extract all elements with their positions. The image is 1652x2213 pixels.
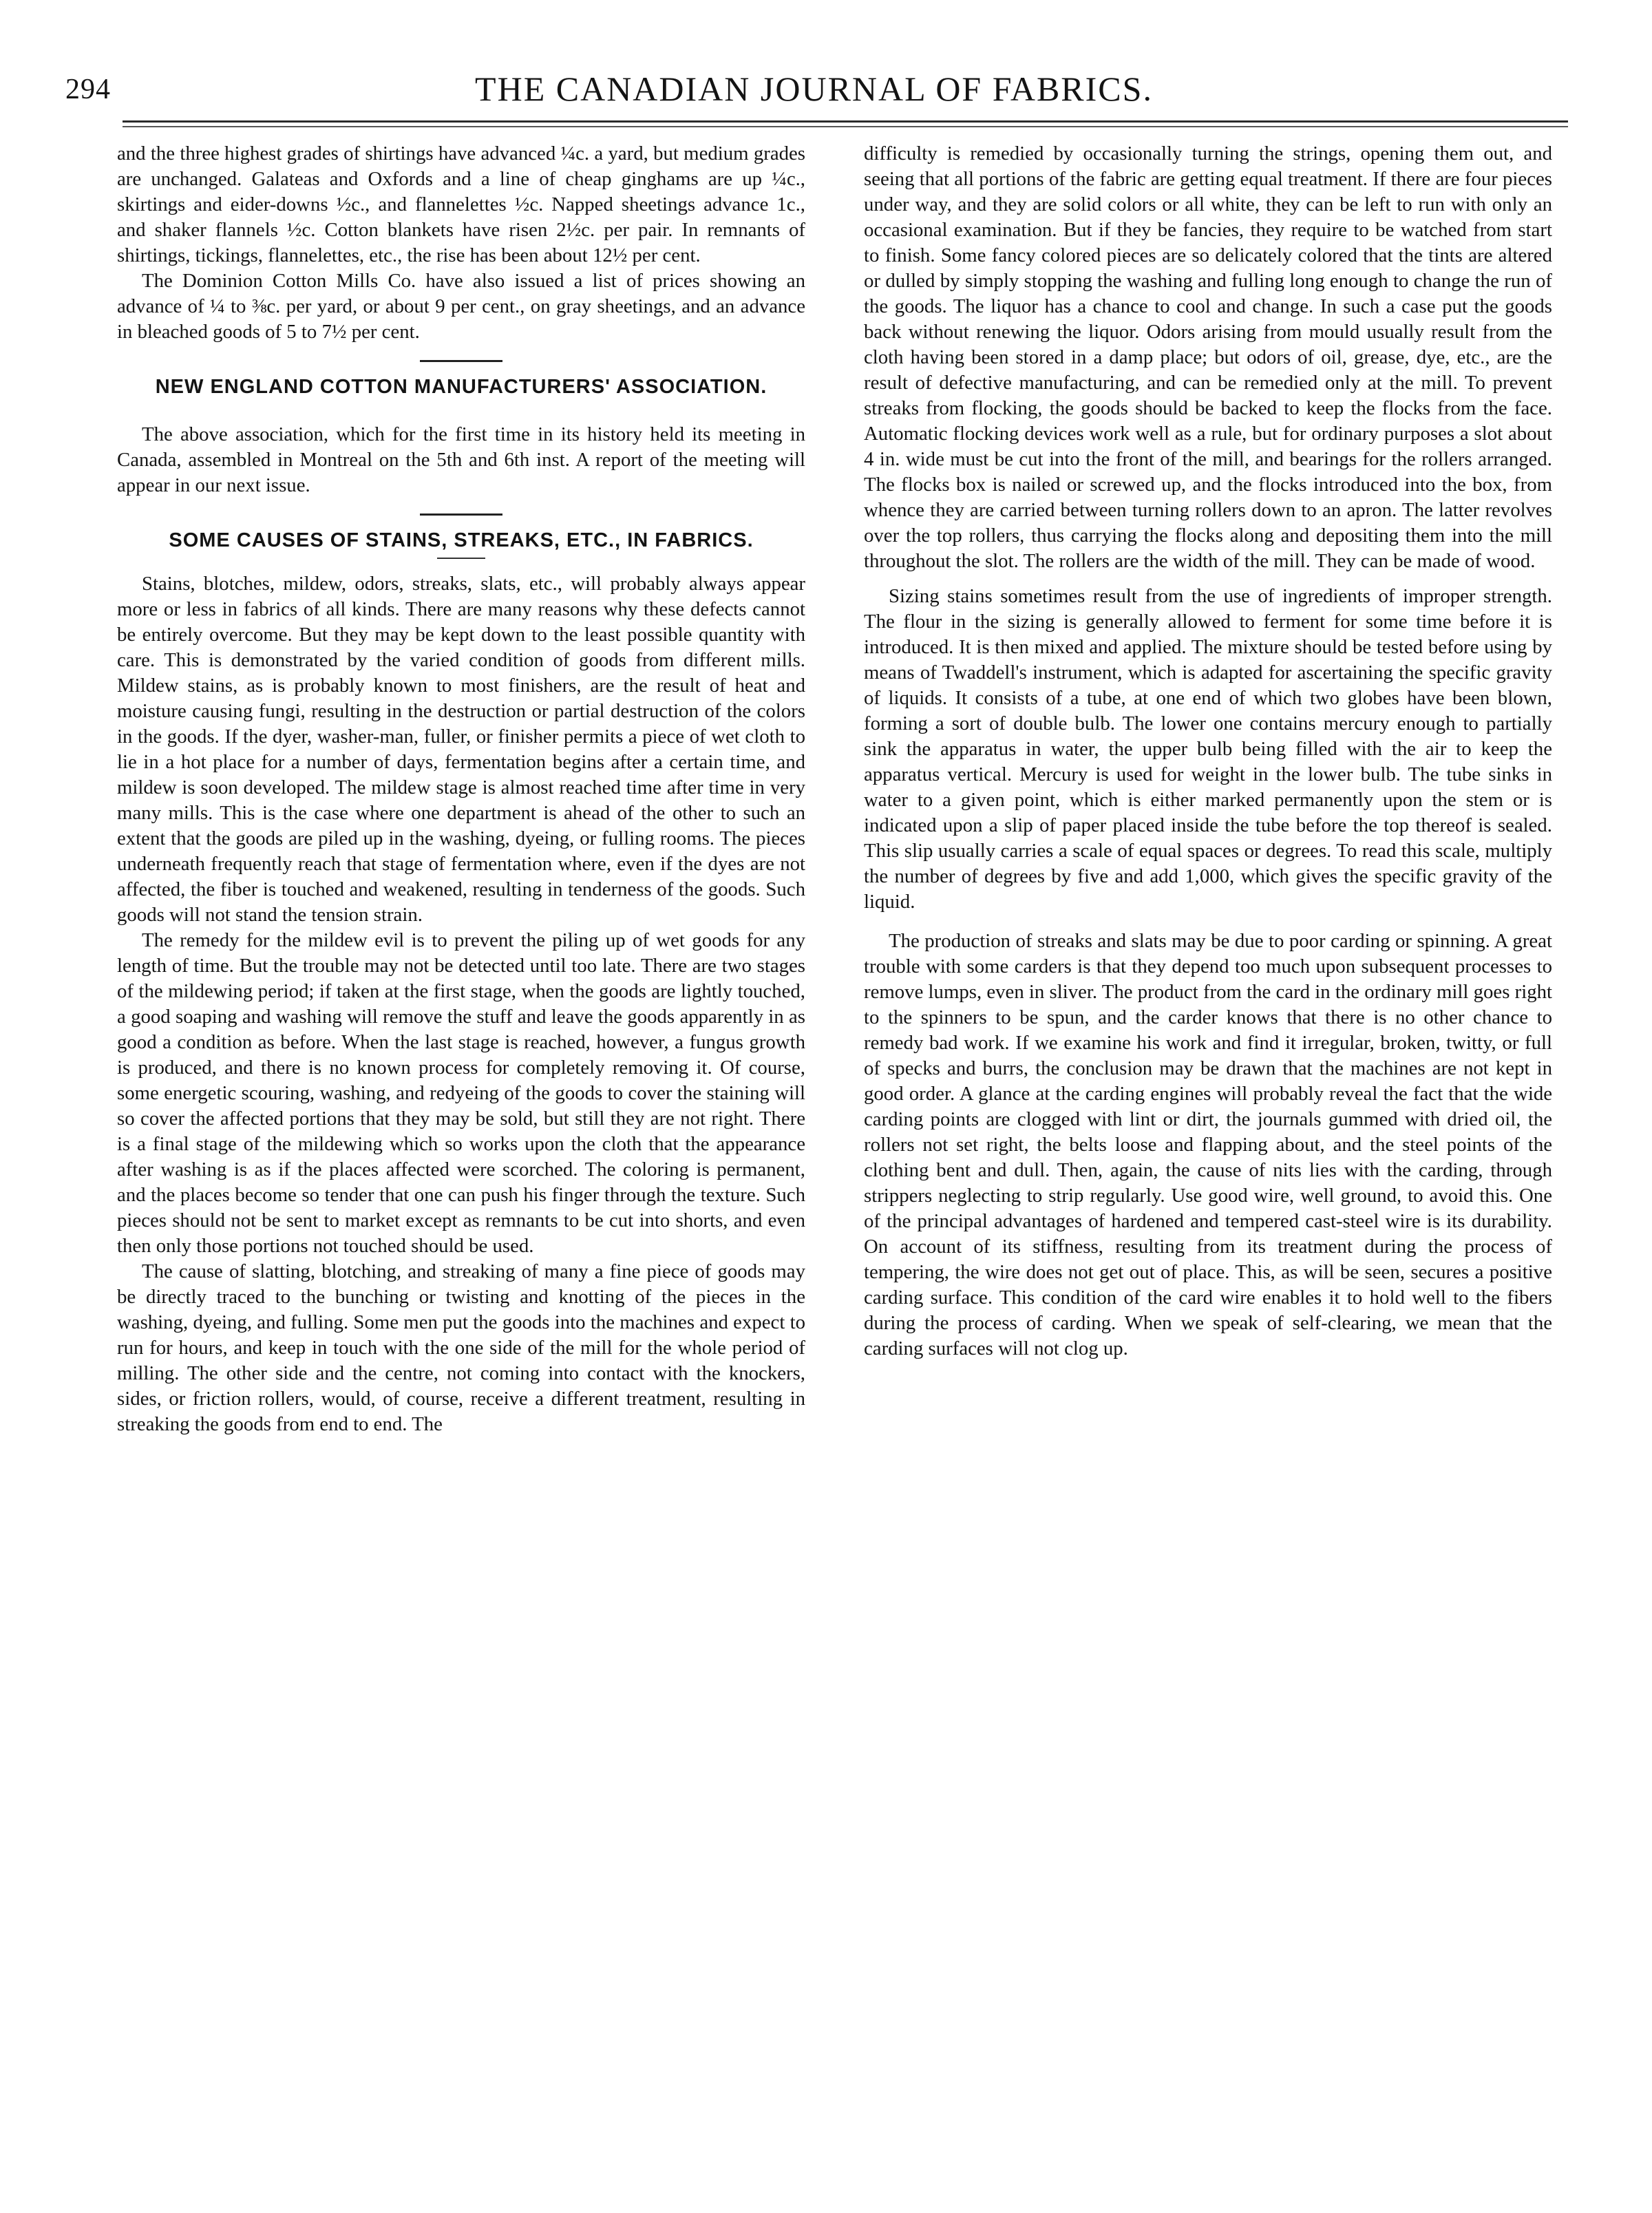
paragraph: Sizing stains sometimes result from the use of ingredients of improper strength. The flour in the sizing is generally allowed to ferment for some time before it is introduced. It is then mixed and applied. The mixture should be tested before using by means of Twaddell's instrument, which is adapted for ascertaining the specific gravity of liquids. It consists of a tube, at one end of which two globes have been blown, forming a sort of double bulb. The lower one contains mercury enough to partially sink the apparatus in water, the upper bulb being filled with the air to keep the apparatus vertical. Mercury is used for weight in the lower bulb. The tube sinks in water to a given point, which is either marked permanently upon the stem or is indicated upon a slip of paper placed inside the tube before the top thereof is sealed. This slip usually carries a scale of equal spaces or degrees. To read this scale, multiply the number of degrees by five and add 1,000, which gives the specific gravity of the liquid. <box>864 585 1552 913</box>
paragraph: The cause of slatting, blotching, and streaking of many a fine piece of goods may be directly traced to the bunching or twisting and knotting of the pieces in the washing, dyeing, and fulling. Some men put the goods into the machines and expect to run for hours, and keep in touch with the one side of the mill for the whole period of milling. The other side and the centre, not coming into contact with the knockers, sides, or friction rollers, would, of course, receive a different treatment, resulting in streaking the goods from end to end. The <box>117 1260 805 1435</box>
paragraph: difficulty is remedied by occasionally turning the strings, opening them out, and seeing that all portions of the fabric are getting equal treatment. If there are four pieces under way, and they are solid colors or all white, they can be left to run with only an occasional examination. But if they be fancies, they require to be watched from start to finish. Some fancy colored pieces are so delicately colored that the tints are altered or dulled by simply stopping the washing and fulling long enough to change the run of the goods. The liquor has a chance to cool and change. In such a case put the goods back without renewing the liquor. Odors arising from mould usually result from the cloth having been stored in a damp place; but odors of oil, grease, dye, etc., are the result of defective manufacturing, and can be remedied only at the mill. To prevent streaks from flocking, the goods should be backed to keep the flocks from the face. Automatic flocking devices work well as a rule, but for ordinary purposes a slot about 4 in. wide must be cut into the front of the mill, and bearings for the rollers arranged. The flocks box is nailed or screwed up, and the flocks introduced into the box, from whence they are carried between turning rollers down to an apron. The latter revolves over the top rollers, thus carrying the flocks along and depositing them into the mill throughout the slot. The rollers are the width of the mill. They can be made of wood. <box>864 142 1552 572</box>
section-heading-new-england: NEW ENGLAND COTTON MANUFACTURERS' ASSOCIATION. <box>155 376 767 398</box>
right-column <box>864 141 1552 1362</box>
spacer <box>117 404 805 422</box>
section-divider <box>420 360 502 362</box>
paragraph: The production of streaks and slats may be due to poor carding or spinning. A great trouble with some carders is that they depend too much upon subsequent processes to remove lumps, even in sliver. The product from the card in the ordinary mill goes right to the spinners to be spun, and the carder knows that there is no other chance to remedy bad work. If we examine his work and find it irregular, broken, twitty, or full of specks and burrs, the conclusion may be drawn that the machines are not kept in good order. A glance at the carding engines will probably reveal the fact that the wide carding points are clogged with lint or dirt, the journals gummed with dried oil, the rollers not set right, the belts loose and flapping about, and the steel points of the clothing bent and dull. Then, again, the cause of nits lies with the carding, through strippers neglecting to strip regularly. Use good wire, well ground, to avoid this. One of the principal advantages of hardened and tempered cast-steel wire is its durability. On account of its stiffness, resulting from its treatment during the process of tempering, the wire does not get out of place. This, as will be seen, secures a positive carding surface. This condition of the card wire enables it to hold well to the fibers during the process of carding. When we speak of self-clearing, we mean that the carding surfaces will not clog up. <box>864 930 1552 1359</box>
paragraph: Stains, blotches, mildew, odors, streaks, slats, etc., will probably always appear more or less in fabrics of all kinds. There are many reasons why these defects cannot be entirely overcome. But they may be kept down to the least possible quantity with care. This is demonstrated by the varied condition of goods from different mills. Mildew stains, as is probably known to most finishers, are the result of heat and moisture causing fungi, resulting in the destruction or partial destruction of the colors in the goods. If the dyer, washer-man, fuller, or finisher permits a piece of wet cloth to lie in a hot place for a number of days, fermentation begins after a certain time, and mildew is soon developed. The mildew stage is almost reached time after time in very many mills. This is the case where one department is ahead of the other to such an extent that the goods are piled up in the washing, dyeing, or fulling rooms. The pieces underneath frequently reach that stage of fermentation where, even if the dyes are not affected, the fiber is touched and weakened, resulting in tenderness of the goods. Such goods will not stand the tension strain. <box>117 573 805 926</box>
header-rule-bottom <box>123 126 1568 127</box>
left-column <box>117 141 805 1437</box>
paragraph: The remedy for the mildew evil is to prevent the piling up of wet goods for any length of time. But the trouble may not be detected until too late. There are two stages of the mildewing period; if taken at the first stage, when the goods are lightly touched, a good soaping and washing will remove the stuff and leave the goods apparently in as good a condition as before. When the last stage is reached, however, a fungus growth is produced, and there is no known process for completely removing it. Of course, some energetic scouring, washing, and redyeing of the goods to cover the staining will so cover the affected portions that they may be sold, but still they are not right. There is a final stage of the mildewing which so works upon the cloth that the appearance after washing is as if the places affected were scorched. The coloring is permanent, and the places become so tender that one can push his finger through the texture. Such pieces should not be sent to market except as remnants to be cut into shorts, and even then only those portions not touched should be used. <box>117 929 805 1257</box>
paragraph: The above association, which for the first time in its history held its meeting in Canada, assembled in Montreal on the 5th and 6th inst. A report of the meeting will appear in our next issue. <box>117 423 805 496</box>
page-header <box>65 66 1563 114</box>
page-number: 294 <box>65 74 111 105</box>
section-heading-stains: SOME CAUSES OF STAINS, STREAKS, ETC., IN FABRICS. <box>169 529 754 551</box>
heading-underline <box>437 558 485 559</box>
section-divider <box>420 513 502 516</box>
paragraph: and the three highest grades of shirtings have advanced ¼c. a yard, but medium grades are unchanged. Galateas and Oxfords and a line of cheap ginghams are up ¼c., skirtings and eider-downs ½c., and flannelettes ½c. Napped sheetings advance 1c., and shaker flannels ½c. Cotton blankets have risen 2½c. per pair. In remnants of shirtings, tickings, flannelettes, etc., the rise has been about 12½ per cent. <box>117 142 805 266</box>
journal-title: THE CANADIAN JOURNAL OF FABRICS. <box>475 70 1153 108</box>
paragraph: The Dominion Cotton Mills Co. have also issued a list of prices showing an advance of ¼ to ⅜c. per yard, or about 9 per cent., on gray sheetings, and an advance in bleached goods of 5 to 7½ per cent. <box>117 270 805 343</box>
header-rule-top <box>123 120 1568 123</box>
